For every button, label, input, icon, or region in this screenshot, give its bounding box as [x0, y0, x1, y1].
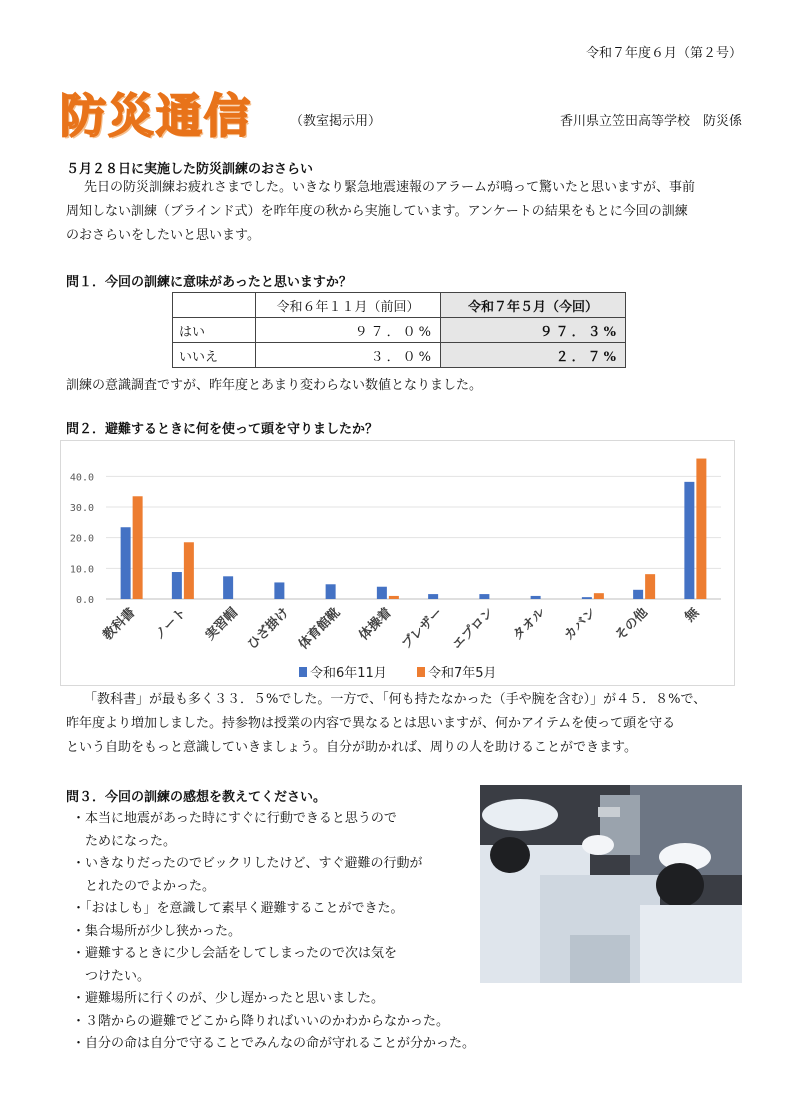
school-name: 香川県立笠田高等学校 防災係 — [559, 114, 742, 129]
x-tick-label: エプロン — [449, 605, 498, 653]
row-label: いいえ — [173, 343, 256, 368]
y-tick-label: 20.0 — [69, 533, 94, 545]
list-item: ・自分の命は自分で守ることでみんなの命が守れることが分かった。 — [72, 1036, 476, 1051]
bar-r6 — [633, 590, 643, 599]
cell-prev: ９７．０% — [256, 318, 441, 343]
subtitle: （教室掲示用） — [290, 114, 382, 129]
x-tick-label: 実習帽 — [202, 605, 241, 644]
list-item: ・いきなりだったのでビックリしたけど、すぐ避難の行動が — [72, 856, 423, 871]
x-tick-label: その他 — [612, 605, 651, 644]
legend-label: 令和6年11月 — [310, 666, 387, 681]
q2-heading: 問２．避難するときに何を使って頭を守りましたか？ — [66, 422, 379, 437]
bar-r6 — [582, 597, 592, 599]
list-item: ためになった。 — [72, 833, 177, 849]
col-curr: 令和７年５月（今回） — [441, 293, 626, 318]
table-corner — [173, 293, 256, 318]
bar-r7 — [696, 459, 706, 599]
list-item: ・３階からの避難でどこから降りればいいのかわからなかった。 — [72, 1013, 450, 1029]
bar-r6 — [377, 587, 387, 599]
q2-line: 昨年度より増加しました。持参物は授業の内容で異なるとは思いますが、何かアイテムを使って頭を守る — [66, 716, 676, 731]
legend-swatch — [417, 667, 425, 677]
legend-swatch — [299, 667, 307, 677]
intro-line: 先日の防災訓練お疲れさまでした。いきなり緊急地震速報のアラームが鳴って驚いたと思いますが、事前 — [84, 180, 696, 195]
q1-note: 訓練の意識調査ですが、昨年度とあまり変わらない数値となりました。 — [66, 378, 483, 393]
x-tick-label: 体操着 — [356, 605, 395, 644]
y-tick-label: 40.0 — [69, 472, 94, 484]
y-tick-label: 10.0 — [69, 564, 94, 576]
bar-r6 — [274, 582, 284, 599]
bar-r6 — [223, 576, 233, 599]
q1-table — [172, 292, 626, 368]
bar-r7 — [184, 542, 194, 599]
row-label: はい — [173, 318, 256, 343]
legend-label: 令和7年5月 — [428, 666, 497, 681]
table-row — [173, 343, 626, 368]
x-tick-label: 無 — [682, 605, 703, 626]
newsletter-logo: 防災通信 — [60, 89, 252, 143]
bar-r6 — [172, 572, 182, 599]
intro-paragraph — [66, 176, 695, 248]
x-tick-label: ひざ掛け — [244, 605, 293, 653]
issue-number: 令和７年度６月（第２号） — [585, 46, 742, 61]
q3-heading: 問３．今回の訓練の感想を教えてください。 — [66, 790, 327, 805]
col-prev: 令和６年１１月（前回） — [256, 293, 441, 318]
cell-prev: ３．０% — [256, 343, 441, 368]
intro-line: 周知しない訓練（ブラインド式）を昨年度の秋から実施しています。アンケートの結果をもとに今回の訓練 — [66, 204, 688, 219]
list-item: ・避難するときに少し会話をしてしまったので次は気を — [72, 946, 398, 961]
cell-curr: ９７．３% — [441, 318, 626, 343]
list-item: ・本当に地震があった時にすぐに行動できると思うので — [72, 811, 397, 826]
y-tick-label: 30.0 — [69, 503, 94, 514]
table-header-row — [173, 293, 626, 318]
bar-r6 — [531, 596, 541, 599]
list-item: ・集合場所が少し狭かった。 — [72, 923, 242, 939]
drill-photo — [480, 785, 742, 983]
cell-curr: ２．７% — [441, 343, 626, 368]
bar-r6 — [428, 594, 438, 599]
table-row — [173, 318, 626, 343]
x-tick-label: 教科書 — [100, 605, 139, 644]
q3-list — [72, 808, 475, 1056]
list-item: ・避難場所に行くのが、少し遅かったと思いました。 — [72, 991, 385, 1006]
list-item: とれたのでよかった。 — [72, 878, 216, 894]
bar-r6 — [684, 482, 694, 599]
q1-heading: 問１．今回の訓練に意味があったと思いますか？ — [66, 275, 352, 290]
q2-paragraph — [66, 688, 706, 760]
y-tick-label: 0.0 — [75, 595, 94, 606]
list-item: つけたい。 — [72, 968, 151, 984]
bar-r7 — [645, 574, 655, 599]
x-tick-label: ノート — [151, 605, 190, 644]
intro-heading: ５月２８日に実施した防災訓練のおさらい — [66, 162, 314, 177]
bar-r7 — [133, 496, 143, 599]
chart-svg — [61, 441, 734, 685]
intro-line: のおさらいをしたいと思います。 — [66, 228, 260, 243]
x-tick-label: カバン — [561, 605, 600, 644]
bar-r6 — [326, 584, 336, 599]
bar-r6 — [121, 527, 131, 599]
x-tick-label: ブレザー — [398, 605, 446, 653]
q2-chart — [60, 440, 735, 686]
bar-r7 — [594, 593, 604, 599]
bar-r6 — [479, 594, 489, 599]
x-tick-label: タオル — [510, 605, 549, 644]
x-tick-label: 体育館靴 — [296, 605, 344, 653]
bar-r7 — [389, 596, 399, 599]
q2-line: 「教科書」が最も多く３３．５%でした。一方で、「何も持たなかった（手や腕を含む）」が４５．８%で、 — [84, 692, 707, 707]
photo-illustration — [480, 785, 742, 983]
list-item: ・「おはしも」を意識して素早く避難することができた。 — [72, 901, 404, 916]
q2-line: という自助をもっと意識していきましょう。自分が助かれば、周りの人を助けることができます。 — [66, 740, 637, 755]
